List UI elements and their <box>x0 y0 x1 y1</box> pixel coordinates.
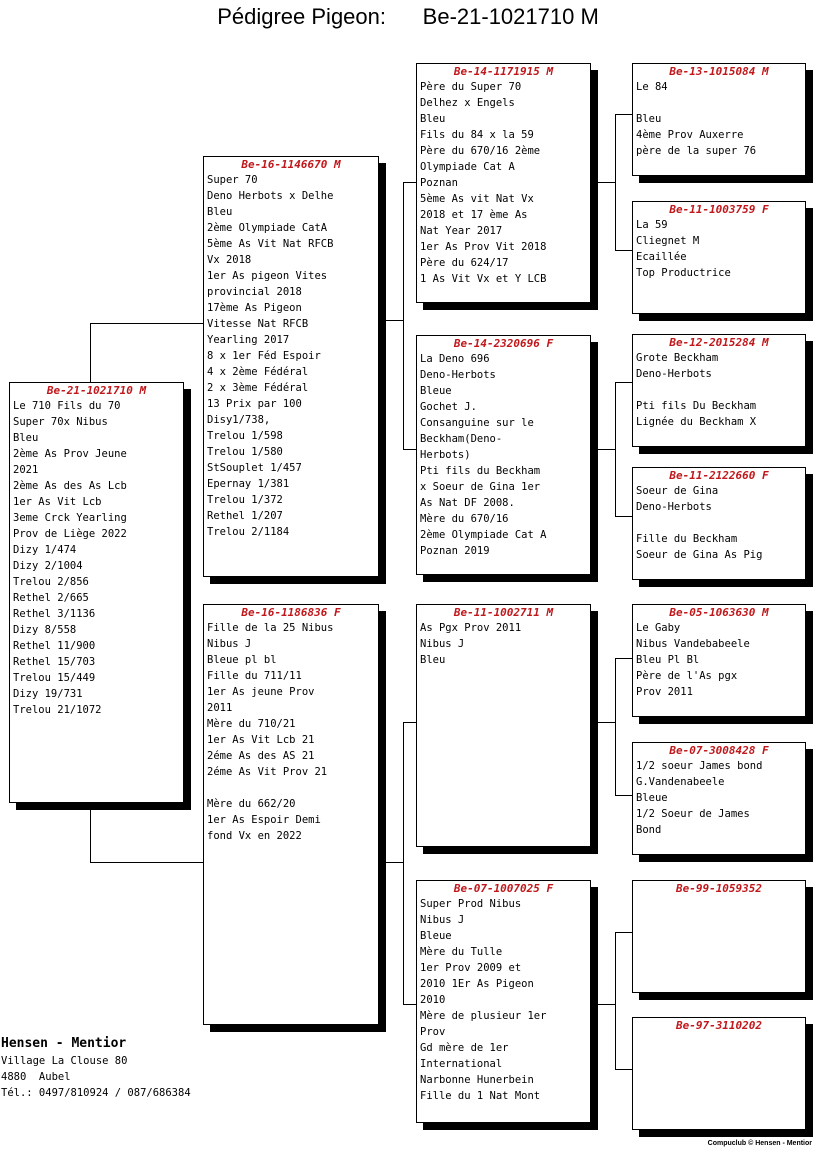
pigeon-info-line: G.Vandenabeele <box>636 776 725 788</box>
pigeon-info-line: 8 x 1er Féd Espoir <box>207 350 321 362</box>
connector-line <box>596 182 616 183</box>
pigeon-info-line: Fille du 711/11 <box>207 670 302 682</box>
pigeon-info-line: 2ème Olympiade CatA <box>207 222 328 234</box>
pigeon-info-line: Nibus J <box>420 638 465 650</box>
pigeon-info-line: 2021 <box>13 464 39 476</box>
connector-line <box>384 320 404 321</box>
owner-phone-line: Tél.: 0497/810924 / 087/686384 <box>1 1087 191 1099</box>
pigeon-info-line: Bleu <box>207 206 233 218</box>
ring-number: Be-21-1021710 M <box>46 384 147 397</box>
pigeon-info-line: x Soeur de Gina 1er <box>420 481 541 493</box>
connector-line <box>615 1069 633 1070</box>
pigeon-info-line: 5ème As vit Nat Vx <box>420 193 534 205</box>
pigeon-info-line: père de la super 76 <box>636 145 757 157</box>
ring-number: Be-13-1015084 M <box>669 65 769 78</box>
pigeon-info-line: Prov de Liège 2022 <box>13 528 127 540</box>
connector-line <box>615 932 633 933</box>
pigeon-info-line: Mère du 670/16 <box>420 513 509 525</box>
owner-name: Hensen - Mentior <box>1 1036 127 1051</box>
ring-number: Be-99-1059352 <box>675 882 763 895</box>
pigeon-info-line: Trelou 2/1184 <box>207 526 290 538</box>
pigeon-info-line: Père de l'As pgx <box>636 670 738 682</box>
page-title: Pédigree Pigeon: Be-21-1021710 M <box>217 4 599 29</box>
connector-line <box>90 862 204 863</box>
pigeon-info-line: Grote Beckham <box>636 352 719 364</box>
pigeon-info-line: Fils du 84 x la 59 <box>420 129 534 141</box>
pigeon-info-line: Pti fils Du Beckham <box>636 400 757 412</box>
pigeon-info-line: Delhez x Engels <box>420 97 515 109</box>
pigeon-card-fmm[interactable] <box>632 467 806 580</box>
pigeon-info-line: Deno-Herbots <box>636 501 712 513</box>
pigeon-info-line: Mère du 662/20 <box>207 798 296 810</box>
pigeon-info-line: Fille de la 25 Nibus <box>207 622 334 634</box>
pigeon-info-line: fond Vx en 2022 <box>207 830 302 842</box>
connector-line <box>596 449 616 450</box>
owner-block <box>1 1035 191 1101</box>
connector-line <box>615 795 633 796</box>
pigeon-info-line: 1 As Vit Vx et Y LCB <box>420 273 547 285</box>
pigeon-info-line: Gd mère de 1er <box>420 1042 509 1054</box>
pigeon-info-line: Gochet J. <box>420 401 477 413</box>
owner-address-line: Village La Clouse 80 <box>1 1055 128 1067</box>
pigeon-info-line: Ecaillée <box>636 251 687 263</box>
ring-number: Be-16-1186836 F <box>241 606 341 619</box>
pigeon-info-line: Olympiade Cat A <box>420 161 515 173</box>
pigeon-info-line: Rethel 15/703 <box>13 656 96 668</box>
pigeon-info-line <box>633 95 805 111</box>
pigeon-info-line: 1er As Vit Lcb 21 <box>207 734 315 746</box>
pigeon-info-line: 4 x 2ème Fédéral <box>207 366 309 378</box>
pigeon-card-mother[interactable] <box>203 604 379 1025</box>
pigeon-info-line: 13 Prix par 100 <box>207 398 302 410</box>
pigeon-info-line: Poznan <box>420 177 458 189</box>
pigeon-info-line: 2010 1Er As Pigeon <box>420 978 534 990</box>
pigeon-info-line: 2010 <box>420 994 446 1006</box>
ring-number: Be-07-3008428 F <box>669 744 769 757</box>
pigeon-info-line: 3eme Crck Yearling <box>13 512 127 524</box>
pigeon-info-line: Trelou 1/372 <box>207 494 283 506</box>
pigeon-info-line: Bleu <box>13 432 39 444</box>
connector-line <box>615 658 633 659</box>
pigeon-info-line: 2ème As Prov Jeune <box>13 448 127 460</box>
pigeon-info-line: Bleue <box>636 792 668 804</box>
pigeon-info-line: Epernay 1/381 <box>207 478 290 490</box>
pigeon-info-line: Deno Herbots x Delhe <box>207 190 334 202</box>
pigeon-info-line: Bleu <box>636 113 662 125</box>
ring-number: Be-97-3110202 <box>675 1019 763 1032</box>
pigeon-info-line: 17ème As Pigeon <box>207 302 302 314</box>
pigeon-info-line: 1er As Espoir Demi <box>207 814 321 826</box>
pigeon-info-line: Super 70x Nibus <box>13 416 108 428</box>
pigeon-info-line: Père du 670/16 2ème <box>420 145 541 157</box>
pigeon-info-line: Vitesse Nat RFCB <box>207 318 309 330</box>
connector-line <box>90 808 91 863</box>
pigeon-info-line: Trelou 2/856 <box>13 576 89 588</box>
pigeon-info-line: Deno-Herbots <box>420 369 496 381</box>
pigeon-info-line: Prov <box>420 1026 446 1038</box>
pigeon-info-line: Le Gaby <box>636 622 681 634</box>
pigeon-card-ff[interactable] <box>416 63 591 303</box>
pigeon-info-line: 2011 <box>207 702 233 714</box>
pigeon-info-line: Rethel 1/207 <box>207 510 283 522</box>
connector-line <box>596 722 616 723</box>
connector-line <box>615 114 633 115</box>
footer-credit: Compuclub © Hensen - Mentior <box>707 1140 812 1147</box>
pigeon-info-line: Rethel 11/900 <box>13 640 96 652</box>
pigeon-info-line <box>633 515 805 531</box>
ring-number: Be-14-2320696 F <box>453 337 554 350</box>
pigeon-info-line: Trelou 15/449 <box>13 672 96 684</box>
pigeon-info-line: Mère du 710/21 <box>207 718 296 730</box>
pigeon-info-line: 2ème As des As Lcb <box>13 480 127 492</box>
pigeon-info-line: 1er Prov 2009 et <box>420 962 522 974</box>
pigeon-info-line: Consanguine sur le <box>420 417 534 429</box>
pigeon-info-line: Bleu <box>420 113 446 125</box>
ring-number: Be-07-1007025 F <box>453 882 554 895</box>
connector-line <box>615 932 616 1069</box>
pigeon-info-line: Trelou 21/1072 <box>13 704 102 716</box>
pigeon-info-line: Soeur de Gina As Pig <box>636 549 763 561</box>
pigeon-info-line: Dizy 19/731 <box>13 688 83 700</box>
pigeon-info-line: Fille du 1 Nat Mont <box>420 1090 541 1102</box>
pigeon-card-father[interactable] <box>203 156 379 577</box>
pigeon-info-line: 1er As jeune Prov <box>207 686 315 698</box>
pigeon-info-line: Deno-Herbots <box>636 368 712 380</box>
ring-number: Be-12-2015284 M <box>669 336 769 349</box>
pigeon-card-mmm[interactable] <box>632 1017 806 1130</box>
pigeon-info-line: 2éme As Vit Prov 21 <box>207 766 328 778</box>
ring-number: Be-05-1063630 M <box>669 606 769 619</box>
connector-line <box>403 1004 417 1005</box>
connector-line <box>403 722 404 1004</box>
connector-line <box>384 862 404 863</box>
connector-line <box>615 516 633 517</box>
pigeon-info-line: 2 x 3ème Fédéral <box>207 382 309 394</box>
pigeon-info-line: La Deno 696 <box>420 353 490 365</box>
pigeon-card-fm[interactable] <box>416 335 591 575</box>
connector-line <box>615 250 633 251</box>
pigeon-info-line: Bond <box>636 824 662 836</box>
connector-line <box>403 722 417 723</box>
pigeon-info-line: Nibus Vandebabeele <box>636 638 750 650</box>
ring-number: Be-11-1002711 M <box>453 606 554 619</box>
pigeon-card-fmf[interactable] <box>632 334 806 447</box>
pigeon-info-line: Prov 2011 <box>636 686 693 698</box>
pigeon-info-line: 4ème Prov Auxerre <box>636 129 744 141</box>
pigeon-info-line: Pti fils du Beckham <box>420 465 541 477</box>
owner-postal-line: 4880 Aubel <box>1 1071 71 1083</box>
connector-line <box>615 658 616 795</box>
pigeon-card-fff[interactable] <box>632 63 806 176</box>
pigeon-info-line: 1er As Vit Lcb <box>13 496 102 508</box>
pigeon-info-line: 2ème Olympiade Cat A <box>420 529 547 541</box>
pigeon-info-line: Père du 624/17 <box>420 257 509 269</box>
pigeon-info-line: As Pgx Prov 2011 <box>420 622 522 634</box>
pigeon-info-line: Cliegnet M <box>636 235 700 247</box>
pigeon-info-line: Vx 2018 <box>207 254 252 266</box>
connector-line <box>615 382 633 383</box>
pigeon-info-line: Rethel 2/665 <box>13 592 89 604</box>
pigeon-card-mfm[interactable] <box>632 742 806 855</box>
pigeon-info-line: 1er As Prov Vit 2018 <box>420 241 547 253</box>
pigeon-info-line: Top Productrice <box>636 267 731 279</box>
pigeon-info-line: International <box>420 1058 503 1070</box>
pigeon-info-line: Beckham(Deno- <box>420 433 503 445</box>
pigeon-card-subject[interactable] <box>9 382 184 803</box>
ring-number: Be-11-2122660 F <box>669 469 769 482</box>
pigeon-info-line: Bleue <box>420 930 452 942</box>
pigeon-info-line: Mère du Tulle <box>420 946 503 958</box>
pigeon-info-line: Nibus J <box>420 914 465 926</box>
pigeon-info-line: Super Prod Nibus <box>420 898 522 910</box>
pigeon-info-line: 2018 et 17 ème As <box>420 209 528 221</box>
pigeon-info-line <box>633 382 805 398</box>
pigeon-info-line: Nibus J <box>207 638 252 650</box>
pigeon-info-line: Mère de plusieur 1er <box>420 1010 547 1022</box>
connector-line <box>90 323 91 383</box>
pigeon-info-line: Dizy 1/474 <box>13 544 77 556</box>
pigeon-card-mff[interactable] <box>632 604 806 717</box>
pigeon-info-line: 1er As pigeon Vites <box>207 270 328 282</box>
pigeon-info-line: Père du Super 70 <box>420 81 522 93</box>
connector-line <box>403 182 417 183</box>
pigeon-info-line: 2éme As des AS 21 <box>207 750 315 762</box>
pigeon-info-line: Yearling 2017 <box>207 334 290 346</box>
pigeon-info-line: Dizy 2/1004 <box>13 560 83 572</box>
pigeon-info-line: Rethel 3/1136 <box>13 608 96 620</box>
pigeon-info-line: Fille du Beckham <box>636 533 738 545</box>
pigeon-card-mmf[interactable] <box>632 880 806 993</box>
pigeon-info-line: Bleue pl bl <box>207 654 277 666</box>
connector-line <box>403 449 417 450</box>
pigeon-card-ffm[interactable] <box>632 201 806 314</box>
pigeon-info-line: Bleu <box>420 654 446 666</box>
pigeon-info-line: StSouplet 1/457 <box>207 462 302 474</box>
pigeon-info-line: 1/2 soeur James bond <box>636 760 763 772</box>
pigeon-info-line: Soeur de Gina <box>636 485 719 497</box>
pigeon-info-line: Narbonne Hunerbein <box>420 1074 534 1086</box>
pigeon-info-line: Lignée du Beckham X <box>636 416 757 428</box>
pigeon-info-line: Le 84 <box>636 81 668 93</box>
connector-line <box>596 1004 616 1005</box>
ring-number: Be-11-1003759 F <box>669 203 769 216</box>
pigeon-info-line: Le 710 Fils du 70 <box>13 400 121 412</box>
pigeon-info-line: Herbots) <box>420 449 471 461</box>
pigeon-info-line: Bleue <box>420 385 452 397</box>
pigeon-info-line: provincial 2018 <box>207 286 302 298</box>
pigeon-info-line: 1/2 Soeur de James <box>636 808 750 820</box>
ring-number: Be-16-1146670 M <box>241 158 341 171</box>
pigeon-info-line <box>204 780 378 796</box>
pigeon-info-line: Dizy 8/558 <box>13 624 77 636</box>
connector-line <box>403 182 404 449</box>
pigeon-info-line: Trelou 1/580 <box>207 446 283 458</box>
pigeon-info-line: As Nat DF 2008. <box>420 497 515 509</box>
pigeon-card-mf[interactable] <box>416 604 591 847</box>
pigeon-info-line: Bleu Pl Bl <box>636 654 700 666</box>
pigeon-info-line: Super 70 <box>207 174 258 186</box>
ring-number: Be-14-1171915 M <box>453 65 554 78</box>
pigeon-card-mm[interactable] <box>416 880 591 1123</box>
connector-line <box>90 323 204 324</box>
pigeon-info-line: Trelou 1/598 <box>207 430 283 442</box>
pigeon-info-line: La 59 <box>636 219 668 231</box>
pigeon-info-line: Poznan 2019 <box>420 545 490 557</box>
pigeon-info-line: Disy1/738, <box>207 414 271 426</box>
pigeon-info-line: Nat Year 2017 <box>420 225 503 237</box>
pigeon-info-line: 5ème As Vit Nat RFCB <box>207 238 334 250</box>
